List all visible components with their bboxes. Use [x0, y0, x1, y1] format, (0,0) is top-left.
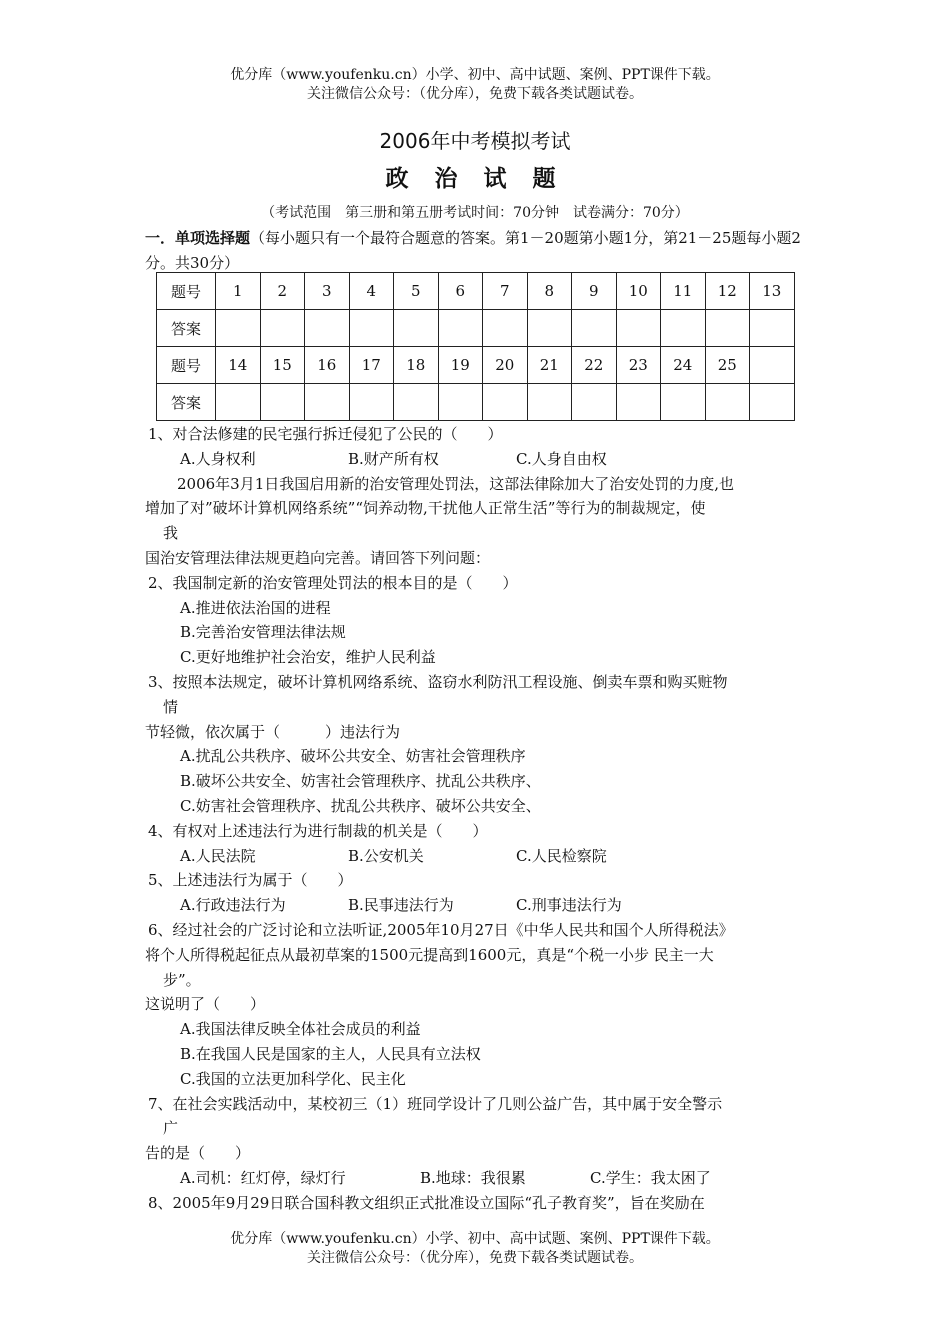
- option-text: B.地球：我很累: [420, 1168, 526, 1187]
- text-line: 增加了对”破坏计算机网络系统”“饲养动物,干扰他人正常生活”等行为的制裁规定，使: [145, 499, 706, 518]
- option-text: C.学生：我太困了: [590, 1168, 711, 1187]
- options-line: [145, 447, 810, 472]
- text-line: C.更好地维护社会治安，维护人民利益: [180, 648, 436, 667]
- question-number-cell: 24: [661, 347, 706, 384]
- question-body: [145, 422, 810, 1216]
- question-number-cell: 6: [438, 273, 483, 310]
- answer-table-row: [157, 384, 795, 421]
- question-number-cell: 12: [705, 273, 750, 310]
- answer-table-header-cell: 题号: [157, 347, 216, 384]
- answer-cell[interactable]: [216, 310, 261, 347]
- option-text: A.司机：红灯停，绿灯行: [180, 1168, 346, 1187]
- text-line: 2006年3月1日我国启用新的治安管理处罚法，这部法律除加大了治安处罚的力度,也: [177, 474, 735, 493]
- options-line: [145, 844, 810, 869]
- answer-cell[interactable]: [661, 384, 706, 421]
- answer-cell[interactable]: [260, 310, 305, 347]
- text-line: 4、有权对上述违法行为进行制裁的机关是（ ）: [148, 821, 488, 840]
- question-number-cell: 22: [572, 347, 617, 384]
- section-title: 一．单项选择题: [145, 229, 251, 247]
- text-line: C.我国的立法更加科学化、民主化: [180, 1069, 406, 1088]
- question-number-cell: 3: [305, 273, 350, 310]
- answer-cell[interactable]: [572, 384, 617, 421]
- answer-cell[interactable]: [705, 384, 750, 421]
- question-number-cell: 7: [483, 273, 528, 310]
- question-number-cell: 20: [483, 347, 528, 384]
- exam-scope: （考试范围 第三册和第五册考试时间：70分钟 试卷满分：70分）: [261, 205, 689, 221]
- question-number-cell: 11: [661, 273, 706, 310]
- question-number-cell: 13: [750, 273, 795, 310]
- answer-cell[interactable]: [260, 384, 305, 421]
- text-line: 1、对合法修建的民宅强行拆迁侵犯了公民的（ ）: [148, 425, 503, 443]
- answer-cell[interactable]: [216, 384, 261, 421]
- answer-table-header-cell: 答案: [157, 310, 216, 347]
- text-line: 将个人所得税起征点从最初草案的1500元提高到1600元，真是“个税一小步 民主一大: [145, 945, 714, 964]
- text-line: 告的是（ ）: [145, 1144, 251, 1163]
- exam-title: 2006年中考模拟考试: [379, 129, 571, 153]
- answer-cell[interactable]: [438, 384, 483, 421]
- question-number-cell: 18: [394, 347, 439, 384]
- answer-cell[interactable]: [349, 310, 394, 347]
- options-line: [145, 893, 810, 918]
- option-text: B.财产所有权: [348, 449, 439, 468]
- text-line: 情: [148, 697, 179, 716]
- question-number-cell: 9: [572, 273, 617, 310]
- answer-cell[interactable]: [750, 310, 795, 347]
- header-ad-line2: 关注微信公众号：（优分库），免费下载各类试题试卷。: [307, 86, 643, 102]
- answer-cell[interactable]: [705, 310, 750, 347]
- answer-cell[interactable]: [394, 384, 439, 421]
- footer-ad-line1: 优分库（www.youfenku.cn）小学、初中、高中试题、案例、PPT课件下载。: [230, 1231, 720, 1247]
- answer-cell[interactable]: [438, 310, 483, 347]
- answer-cell[interactable]: [750, 384, 795, 421]
- text-line: A.我国法律反映全体社会成员的利益: [180, 1020, 421, 1039]
- text-line: 2、我国制定新的治安管理处罚法的根本目的是（ ）: [148, 573, 518, 592]
- option-text: A.行政违法行为: [180, 896, 286, 915]
- header-ad-line1: 优分库（www.youfenku.cn）小学、初中、高中试题、案例、PPT课件下载。: [230, 67, 720, 83]
- text-line: 广: [148, 1119, 179, 1138]
- text-line: 7、在社会实践活动中，某校初三（1）班同学设计了几则公益广告，其中属于安全警示: [148, 1094, 723, 1113]
- answer-cell[interactable]: [483, 310, 528, 347]
- answer-cell[interactable]: [661, 310, 706, 347]
- text-line: 3、按照本法规定，破坏计算机网络系统、盗窃水利防汛工程设施、倒卖车票和购买赃物: [148, 672, 728, 691]
- question-number-cell: 19: [438, 347, 483, 384]
- text-line: 步”。: [148, 970, 201, 989]
- answer-table-header-cell: 题号: [157, 273, 216, 310]
- answer-cell[interactable]: [305, 384, 350, 421]
- text-line: B.在我国人民是国家的主人，人民具有立法权: [180, 1044, 481, 1063]
- answer-cell[interactable]: [349, 384, 394, 421]
- answer-cell[interactable]: [616, 310, 661, 347]
- answer-cell[interactable]: [483, 384, 528, 421]
- option-text: C.刑事违法行为: [516, 896, 622, 915]
- page-header-ad: [0, 66, 950, 104]
- text-line: C.妨害社会管理秩序、扰乱公共秩序、破坏公共安全、: [180, 796, 541, 815]
- question-number-cell: 14: [216, 347, 261, 384]
- answer-cell[interactable]: [616, 384, 661, 421]
- section-heading: [145, 226, 810, 276]
- section-note: （每小题只有一个最符合题意的答案。第1－20题第小题1分，第21－25题每小题2分。共30分）: [145, 229, 801, 272]
- question-number-cell: 21: [527, 347, 572, 384]
- question-number-cell: 16: [305, 347, 350, 384]
- question-number-cell: 8: [527, 273, 572, 310]
- question-number-cell: 2: [260, 273, 305, 310]
- option-text: C.人身自由权: [516, 449, 607, 468]
- question-number-cell: 23: [616, 347, 661, 384]
- footer-ad-line2: 关注微信公众号：（优分库），免费下载各类试题试卷。: [307, 1250, 643, 1266]
- text-line: 6、经过社会的广泛讨论和立法听证,2005年10月27日《中华人民共和国个人所得税法》: [148, 920, 734, 939]
- question-number-cell: 1: [216, 273, 261, 310]
- question-number-cell: [750, 347, 795, 384]
- text-line: 我: [148, 524, 179, 543]
- option-text: A.人身权利: [180, 449, 256, 468]
- answer-table-row: [157, 347, 795, 384]
- question-number-cell: 15: [260, 347, 305, 384]
- option-text: A.人民法院: [180, 846, 256, 865]
- answer-cell[interactable]: [394, 310, 439, 347]
- answer-cell[interactable]: [572, 310, 617, 347]
- question-number-cell: 4: [349, 273, 394, 310]
- answer-table: [156, 272, 795, 421]
- text-line: 8、2005年9月29日联合国科教文组织正式批准设立国际“孔子教育奖”，旨在奖励在: [148, 1193, 705, 1212]
- text-line: 这说明了（ ）: [145, 995, 266, 1014]
- answer-table-row: [157, 273, 795, 310]
- option-text: B.民事违法行为: [348, 896, 454, 915]
- exam-subject: 政 治 试 题: [385, 166, 565, 192]
- answer-cell[interactable]: [305, 310, 350, 347]
- question-number-cell: 17: [349, 347, 394, 384]
- question-number-cell: 10: [616, 273, 661, 310]
- question-number-cell: 25: [705, 347, 750, 384]
- text-line: A.扰乱公共秩序、破坏公共安全、妨害社会管理秩序: [180, 747, 526, 766]
- answer-cell[interactable]: [527, 310, 572, 347]
- page-footer-ad: [0, 1230, 950, 1268]
- text-line: B.破坏公共安全、妨害社会管理秩序、扰乱公共秩序、: [180, 772, 541, 791]
- text-line: B.完善治安管理法律法规: [180, 623, 346, 642]
- option-text: C.人民检察院: [516, 846, 607, 865]
- answer-table-header-cell: 答案: [157, 384, 216, 421]
- text-line: 国治安管理法律法规更趋向完善。请回答下列问题：: [145, 548, 491, 567]
- options-line: [145, 1166, 810, 1191]
- text-line: 5、上述违法行为属于（ ）: [148, 871, 353, 890]
- answer-table-row: [157, 310, 795, 347]
- answer-cell[interactable]: [527, 384, 572, 421]
- question-number-cell: 5: [394, 273, 439, 310]
- option-text: B.公安机关: [348, 846, 424, 865]
- text-line: 节轻微，依次属于（ ）违法行为: [145, 722, 401, 741]
- text-line: A.推进依法治国的进程: [180, 598, 331, 617]
